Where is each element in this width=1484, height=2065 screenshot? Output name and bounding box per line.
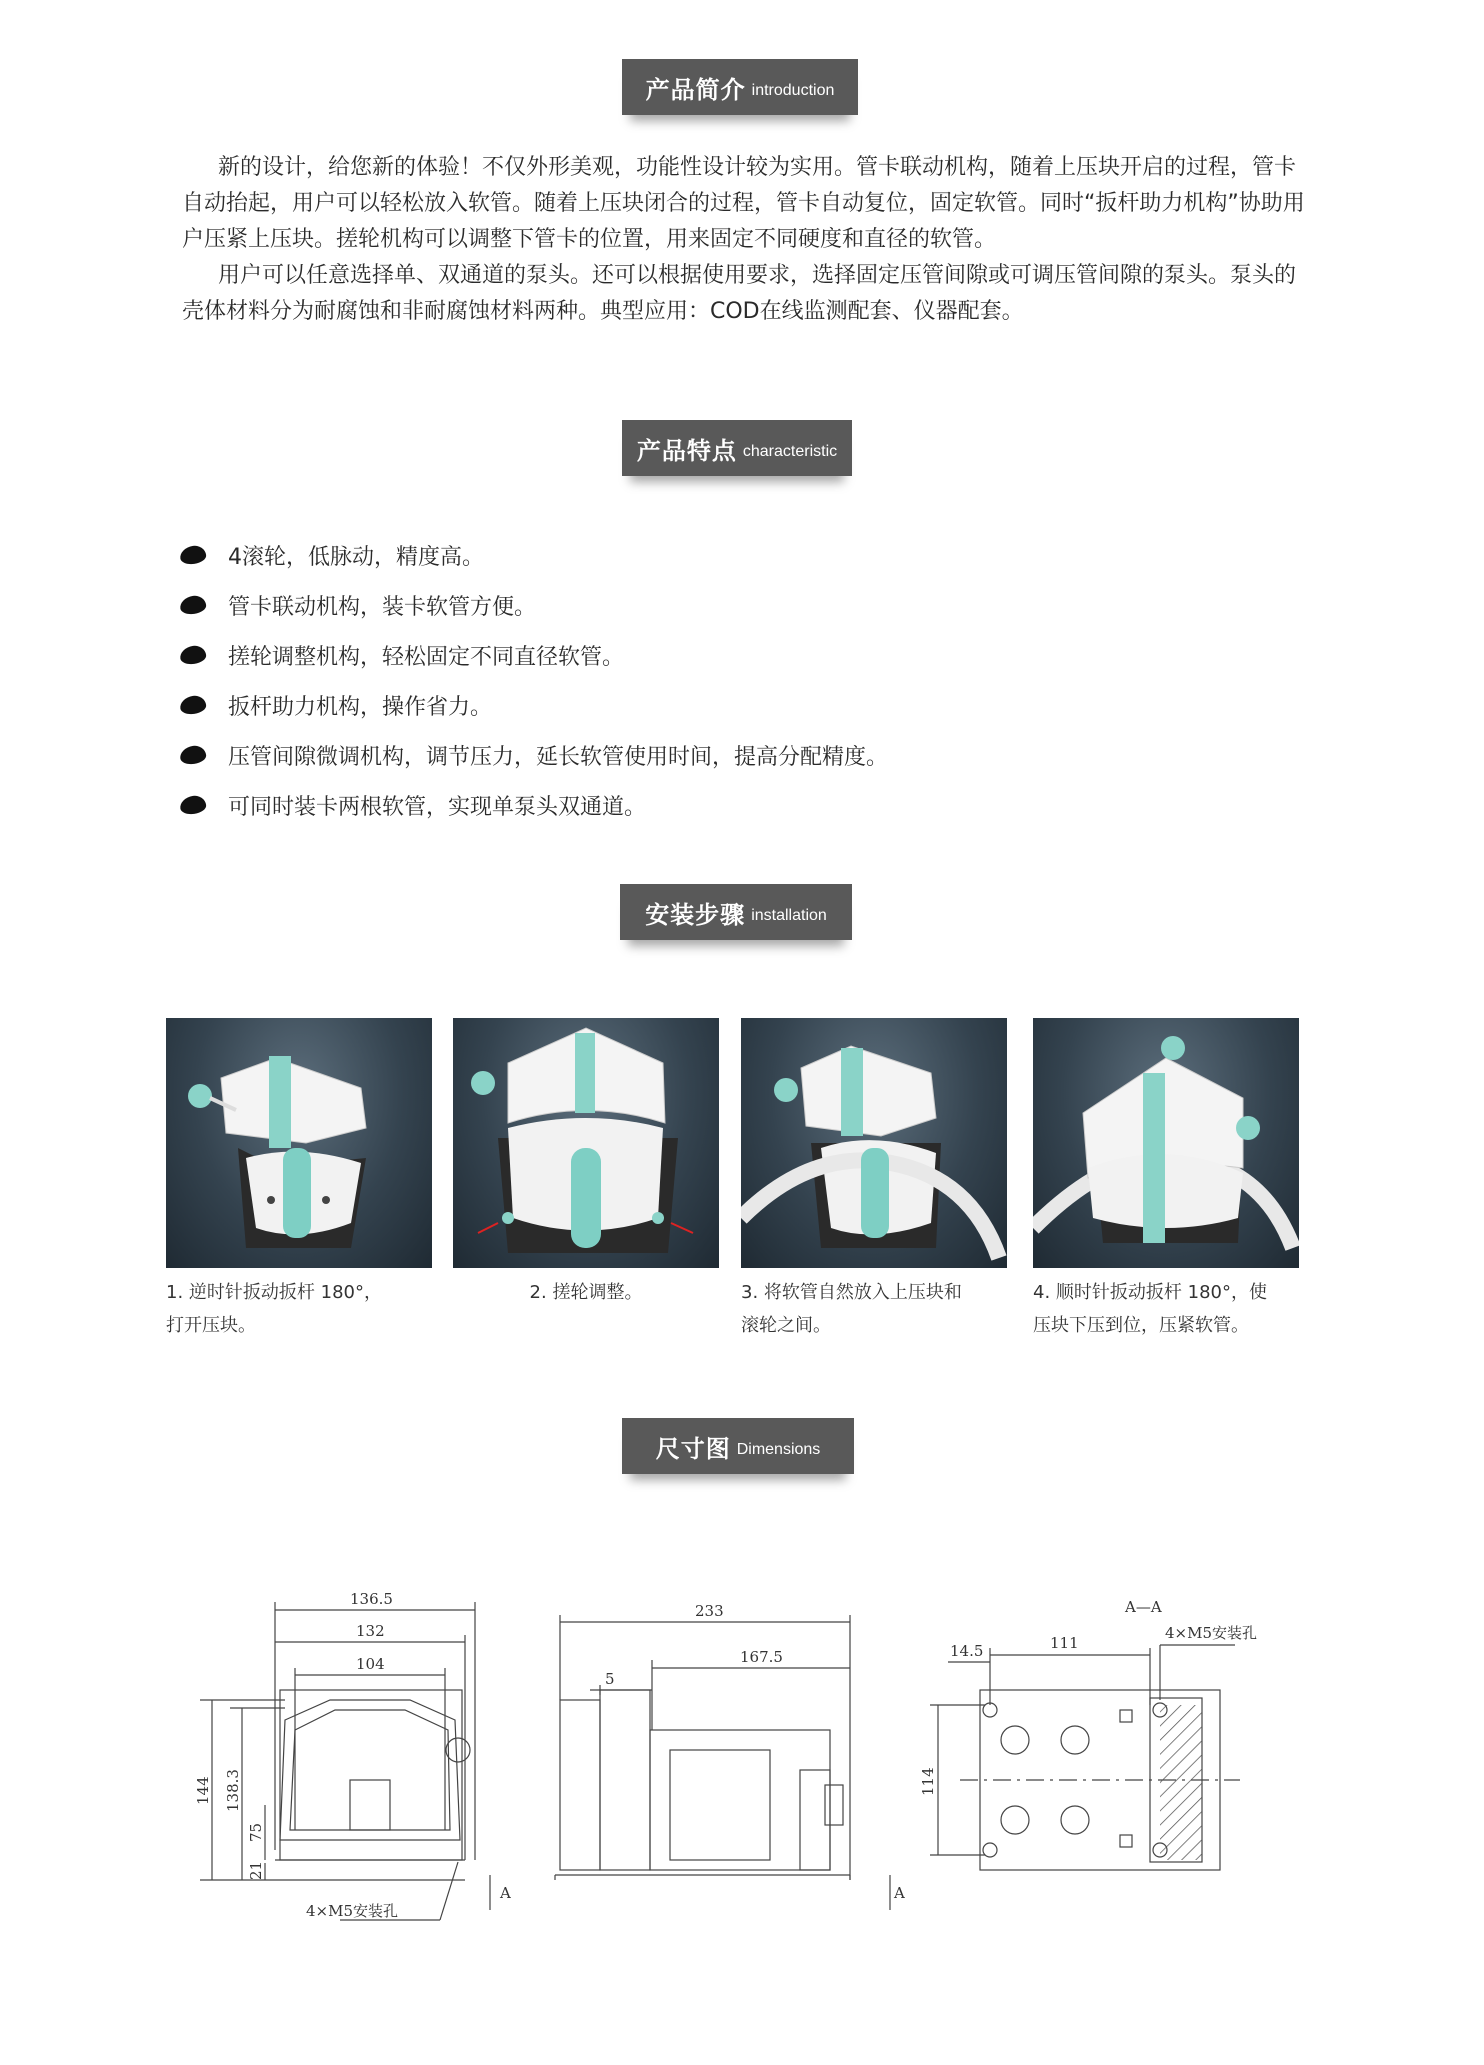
dim-side-w2: 167.5 xyxy=(740,1648,783,1666)
feature-item: 扳杆助力机构，操作省力。 xyxy=(180,680,888,730)
step-1-photo xyxy=(166,1018,432,1268)
section-title-en: installation xyxy=(751,907,827,924)
dim-front-h4: 21 xyxy=(247,1860,265,1880)
intro-text xyxy=(182,150,1312,330)
installation-steps xyxy=(166,1018,1306,1338)
dim-front-w3: 104 xyxy=(356,1655,385,1673)
step-1 xyxy=(166,1018,432,1342)
dim-side-cut-right: A xyxy=(894,1884,905,1902)
dim-front-w1: 136.5 xyxy=(350,1590,393,1608)
feature-item: 可同时装卡两根软管，实现单泵头双通道。 xyxy=(180,780,888,830)
step-2-caption: 2. 搓轮调整。 xyxy=(529,1282,643,1303)
bullet-icon xyxy=(179,694,207,715)
feature-item: 搓轮调整机构，轻松固定不同直径软管。 xyxy=(180,630,888,680)
step-2 xyxy=(453,1018,719,1309)
step-4-photo xyxy=(1033,1018,1299,1268)
section-title-install xyxy=(620,884,852,940)
section-title-cn: 安装步骤 xyxy=(645,900,746,929)
dim-front-h1: 144 xyxy=(194,1776,212,1805)
section-title-cn: 产品特点 xyxy=(636,436,737,465)
section-title-en: characteristic xyxy=(742,443,838,460)
step-1-caption: 1. 逆时针扳动扳杆 180°， 打开压块。 xyxy=(166,1282,382,1336)
intro-paragraph-2: 用户可以任意选择单、双通道的泵头。还可以根据使用要求，选择固定压管间隙或可调压管间隙的泵头。泵头的壳体材料分为耐腐蚀和非耐腐蚀材料两种。典型应用：COD在线监测配套、仪器配套。 xyxy=(182,263,1297,324)
section-title-cn: 尺寸图 xyxy=(655,1434,731,1463)
dim-side-cut-left: A xyxy=(500,1884,511,1902)
section-title-intro xyxy=(622,59,858,115)
dim-section-title: A—A xyxy=(1125,1598,1162,1616)
section-title-features xyxy=(622,420,852,476)
section-title-en: Dimensions xyxy=(736,1441,821,1458)
feature-item: 4滚轮，低脉动，精度高。 xyxy=(180,530,888,580)
step-4 xyxy=(1033,1018,1299,1342)
step-3-caption: 3. 将软管自然放入上压块和 滚轮之间。 xyxy=(741,1282,962,1336)
dimension-drawings xyxy=(160,1580,1340,1950)
step-2-photo xyxy=(453,1018,719,1268)
dim-section-w2: 14.5 xyxy=(950,1642,984,1660)
bullet-icon xyxy=(179,594,207,615)
dim-side-w3: 5 xyxy=(605,1670,615,1688)
section-title-dims xyxy=(622,1418,854,1474)
dim-front-w2: 132 xyxy=(356,1622,385,1640)
bullet-icon xyxy=(179,644,207,665)
dim-front-h3: 75 xyxy=(247,1822,265,1842)
feature-list xyxy=(180,530,888,830)
step-3 xyxy=(741,1018,1007,1342)
intro-paragraph-1: 新的设计，给您新的体验！不仅外形美观，功能性设计较为实用。管卡联动机构，随着上压块开启的过程，管卡自动抬起，用户可以轻松放入软管。随着上压块闭合的过程，管卡自动复位，固定软管。同时“扳杆助力机构”协助用户压紧上压块。搓轮机构可以调整下管卡的位置，用来固定不同硬度和直径的软管。 xyxy=(182,155,1305,252)
section-title-en: introduction xyxy=(751,82,835,99)
feature-item: 压管间隙微调机构，调节压力，延长软管使用时间，提高分配精度。 xyxy=(180,730,888,780)
step-3-photo xyxy=(741,1018,1007,1268)
dim-front-h2: 138.3 xyxy=(224,1769,242,1812)
dim-front-holes: 4×M5安装孔 xyxy=(306,1902,399,1920)
bullet-icon xyxy=(179,744,207,765)
dim-section-h1: 114 xyxy=(919,1767,937,1796)
section-title-cn: 产品简介 xyxy=(645,75,746,104)
step-4-caption: 4. 顺时针扳动扳杆 180°，使 压块下压到位，压紧软管。 xyxy=(1033,1282,1267,1336)
dim-section-holes: 4×M5安装孔 xyxy=(1165,1624,1258,1642)
bullet-icon xyxy=(179,794,207,815)
dim-side-w1: 233 xyxy=(695,1602,724,1620)
dim-section-w1: 111 xyxy=(1050,1634,1079,1652)
feature-item: 管卡联动机构，装卡软管方便。 xyxy=(180,580,888,630)
bullet-icon xyxy=(179,544,207,565)
